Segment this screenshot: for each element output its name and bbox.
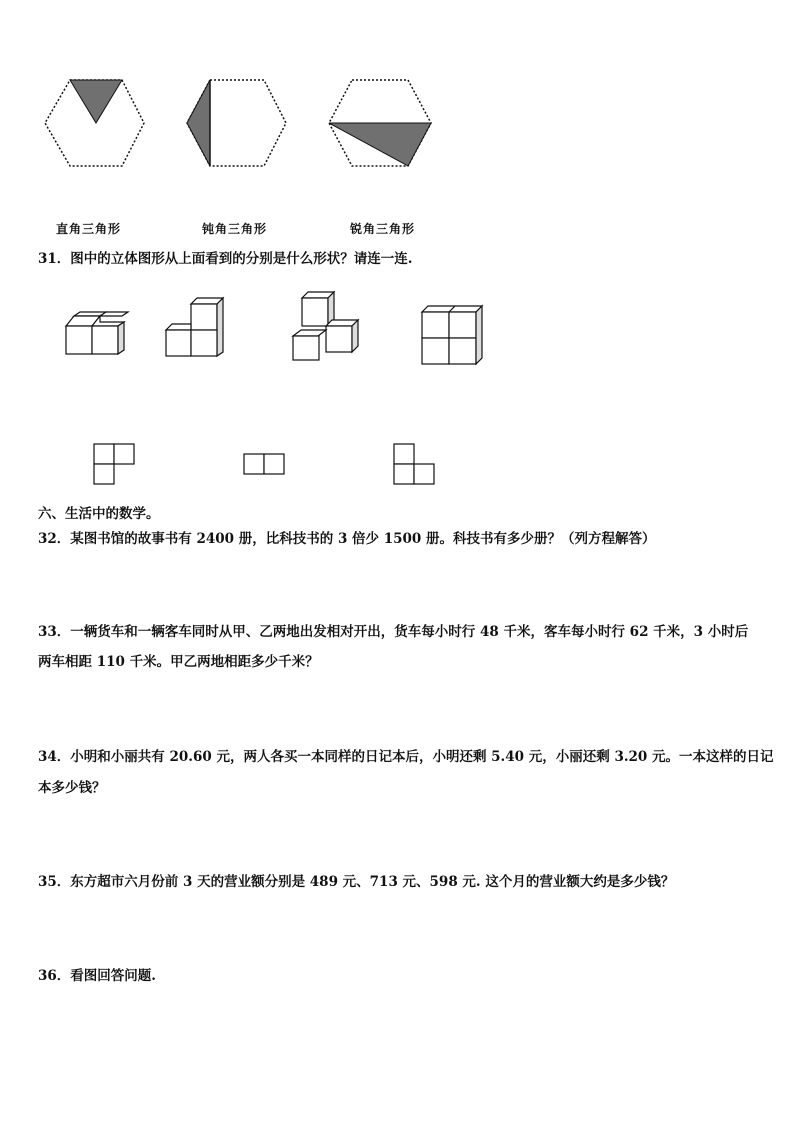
hexagon-right-triangle: [40, 76, 150, 176]
hexagon-acute-triangle: [325, 76, 435, 176]
solid-figure-4: [418, 300, 488, 370]
question-33-line-2: 两车相距 110 千米。甲乙两地相距多少千米？: [38, 654, 319, 670]
question-31: 31．图中的立体图形从上面看到的分别是什么形状？请连一连.: [38, 251, 413, 267]
question-33-line-1: 33．一辆货车和一辆客车同时从甲、乙两地出发相对开出，货车每小时行 48 千米，客车每小时行 62 千米，3 小时后: [38, 624, 749, 640]
hexagon-label-obtuse: 钝角三角形: [202, 222, 268, 236]
top-view-2: [243, 453, 287, 477]
question-32: 32．某图书馆的故事书有 2400 册，比科技书的 3 倍少 1500 册。科技书有多少册？（列方程解答）: [38, 531, 656, 547]
question-34-line-1: 34．小明和小丽共有 20.60 元，两人各买一本同样的日记本后，小明还剩 5.40 元，小丽还剩 3.20 元。一本这样的日记: [38, 749, 774, 765]
question-35: 35．东方超市六月份前 3 天的营业额分别是 489 元、713 元、598 元. 这个月的营业额大约是多少钱？: [38, 874, 675, 890]
section-6-heading: 六、生活中的数学。: [38, 506, 160, 522]
hexagon-label-acute: 锐角三角形: [350, 222, 416, 236]
top-view-1: [93, 443, 137, 487]
solid-figure-1: [62, 312, 132, 362]
hexagon-label-right: 直角三角形: [56, 222, 122, 236]
top-view-3: [393, 443, 437, 487]
question-36: 36．看图回答问题.: [38, 968, 156, 984]
hexagon-obtuse-triangle: [182, 76, 292, 176]
question-34-line-2: 本多少钱？: [38, 780, 106, 796]
solid-figure-3: [290, 290, 370, 365]
solid-figure-2: [163, 296, 233, 366]
